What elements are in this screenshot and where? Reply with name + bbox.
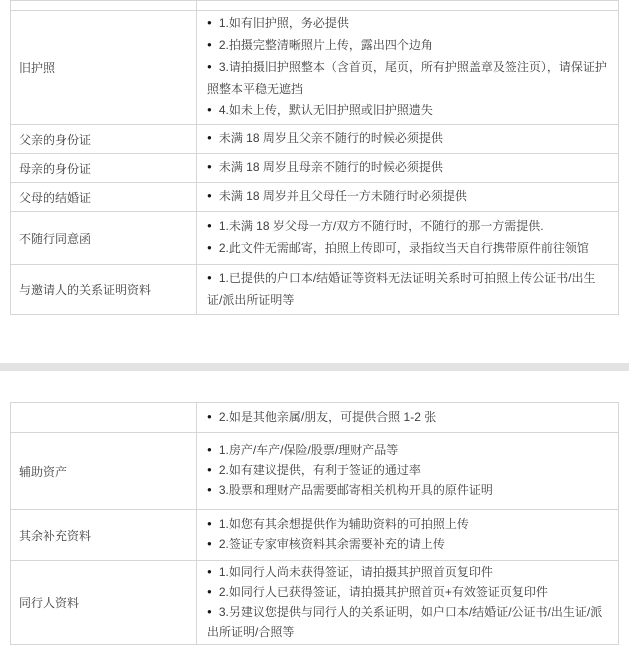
requirement-item-text: 1.房产/车产/保险/股票/理财产品等 xyxy=(218,443,399,457)
bullet-icon: ● xyxy=(207,539,212,548)
bullet-icon: ● xyxy=(207,485,212,494)
table-row xyxy=(11,125,619,154)
requirement-item xyxy=(207,186,608,208)
table-row xyxy=(11,212,619,265)
bullet-icon: ● xyxy=(207,18,212,27)
requirement-item-text: 4.如未上传，默认无旧护照或旧护照遗失 xyxy=(218,103,433,117)
bullet-icon: ● xyxy=(207,221,212,230)
requirement-label-cell: 父母的结婚证 xyxy=(11,183,197,212)
table-row xyxy=(11,154,619,183)
requirement-items-cell xyxy=(197,212,619,265)
requirement-label-cell: 父亲的身份证 xyxy=(11,125,197,154)
bullet-icon: ● xyxy=(207,133,212,142)
requirement-item xyxy=(207,238,608,260)
requirement-item xyxy=(207,481,608,501)
requirement-items-cell xyxy=(197,1,619,11)
table-row xyxy=(11,510,619,561)
requirement-item-text: 1.如有旧护照，务必提供 xyxy=(218,16,349,30)
table-row xyxy=(11,11,619,125)
requirement-label-cell: 不随行同意函 xyxy=(11,212,197,265)
requirement-label-cell: 同行人资料 xyxy=(11,561,197,645)
bullet-icon: ● xyxy=(207,40,212,49)
requirement-label-cell: 与邀请人的关系证明资料 xyxy=(11,265,197,315)
bullet-icon: ● xyxy=(207,62,212,71)
requirement-item xyxy=(207,583,608,603)
requirement-item xyxy=(207,100,608,122)
requirement-item xyxy=(207,13,608,35)
bullet-icon: ● xyxy=(207,162,212,171)
documents-table-2 xyxy=(10,402,619,645)
requirement-label-cell: 旧护照 xyxy=(11,11,197,125)
requirement-item xyxy=(207,216,608,238)
requirement-item xyxy=(207,535,608,555)
requirement-label-cell: 母亲的身份证 xyxy=(11,154,197,183)
requirement-item xyxy=(207,563,608,583)
requirement-item xyxy=(207,461,608,481)
requirement-items-cell xyxy=(197,561,619,645)
bullet-icon: ● xyxy=(207,411,212,421)
requirement-item-text: 2.如同行人已获得签证，请拍摄其护照首页+有效签证页复印件 xyxy=(218,585,548,599)
bullet-icon: ● xyxy=(207,519,212,528)
bullet-icon: ● xyxy=(207,105,212,114)
requirement-items-cell xyxy=(197,510,619,561)
requirement-item-text: 3.请拍摄旧护照整本（含首页，尾页，所有护照盖章及签注页），请保证护照整本平稳无遮挡 xyxy=(207,60,607,96)
bullet-icon: ● xyxy=(207,445,212,454)
requirement-item xyxy=(207,515,608,535)
requirement-item-text: 2.拍摄完整清晰照片上传，露出四个边角 xyxy=(218,38,433,52)
requirement-item xyxy=(207,35,608,57)
requirement-item-text: 2.如是其他亲属/朋友，可提供合照 1-2 张 xyxy=(218,409,437,424)
requirement-item-text: 未满 18 周岁且父亲不随行的时候必须提供 xyxy=(218,131,443,145)
requirement-label-cell: 其余补充资料 xyxy=(11,510,197,561)
requirement-item xyxy=(207,441,608,461)
bullet-icon: ● xyxy=(207,567,212,576)
requirement-item xyxy=(207,57,608,100)
bullet-icon: ● xyxy=(207,465,212,474)
table-row xyxy=(11,403,619,433)
requirement-item xyxy=(207,157,608,179)
requirement-items-cell xyxy=(197,11,619,125)
requirement-item-text: 2.如有建议提供，有利于签证的通过率 xyxy=(218,463,421,477)
requirement-items-cell xyxy=(197,125,619,154)
requirement-item-text: 3.另建议您提供与同行人的关系证明，如户口本/结婚证/公证书/出生证/派出所证明/合照等 xyxy=(207,605,603,639)
requirement-item-text: 3.股票和理财产品需要邮寄相关机构开具的原件证明 xyxy=(218,483,493,497)
bullet-icon: ● xyxy=(207,191,212,200)
table-row xyxy=(11,265,619,315)
requirement-label-cell xyxy=(11,403,197,433)
requirement-items-cell xyxy=(197,433,619,510)
table-row xyxy=(11,433,619,510)
requirement-items-cell xyxy=(197,403,619,433)
requirement-item-text: 1.已提供的户口本/结婚证等资料无法证明关系时可拍照上传公证书/出生证/派出所证明等 xyxy=(207,271,596,307)
requirement-item-text: 1.如同行人尚未获得签证，请拍摄其护照首页复印件 xyxy=(218,565,493,579)
requirement-item-text: 2.此文件无需邮寄，拍照上传即可，录指纹当天自行携带原件前往领馆 xyxy=(218,241,589,255)
requirement-item xyxy=(207,128,608,150)
requirement-item-text: 未满 18 周岁并且父母任一方未随行时必须提供 xyxy=(218,189,467,203)
requirement-item xyxy=(207,268,608,311)
bullet-icon: ● xyxy=(207,607,212,616)
requirement-item-text: 未满 18 周岁且母亲不随行的时候必须提供 xyxy=(218,160,443,174)
requirement-items-cell xyxy=(197,183,619,212)
requirement-item-text: 1.未满 18 岁父母一方/双方不随行时，不随行的那一方需提供. xyxy=(218,219,544,233)
table-row xyxy=(11,1,619,11)
requirement-label-cell: 辅助资产 xyxy=(11,433,197,510)
requirement-label-cell xyxy=(11,1,197,11)
requirement-item-text: 1.如您有其余想提供作为辅助资料的可拍照上传 xyxy=(218,517,469,531)
requirement-items-cell xyxy=(197,154,619,183)
requirement-item xyxy=(207,408,608,428)
requirement-item xyxy=(207,603,608,642)
section-divider-band xyxy=(0,363,629,371)
requirement-item-text: 2.签证专家审核资料其余需要补充的请上传 xyxy=(218,537,445,551)
requirement-items-cell xyxy=(197,265,619,315)
table-row xyxy=(11,561,619,645)
documents-table-1 xyxy=(10,0,619,315)
bullet-icon: ● xyxy=(207,243,212,252)
table-row xyxy=(11,183,619,212)
bullet-icon: ● xyxy=(207,273,212,282)
bullet-icon: ● xyxy=(207,587,212,596)
